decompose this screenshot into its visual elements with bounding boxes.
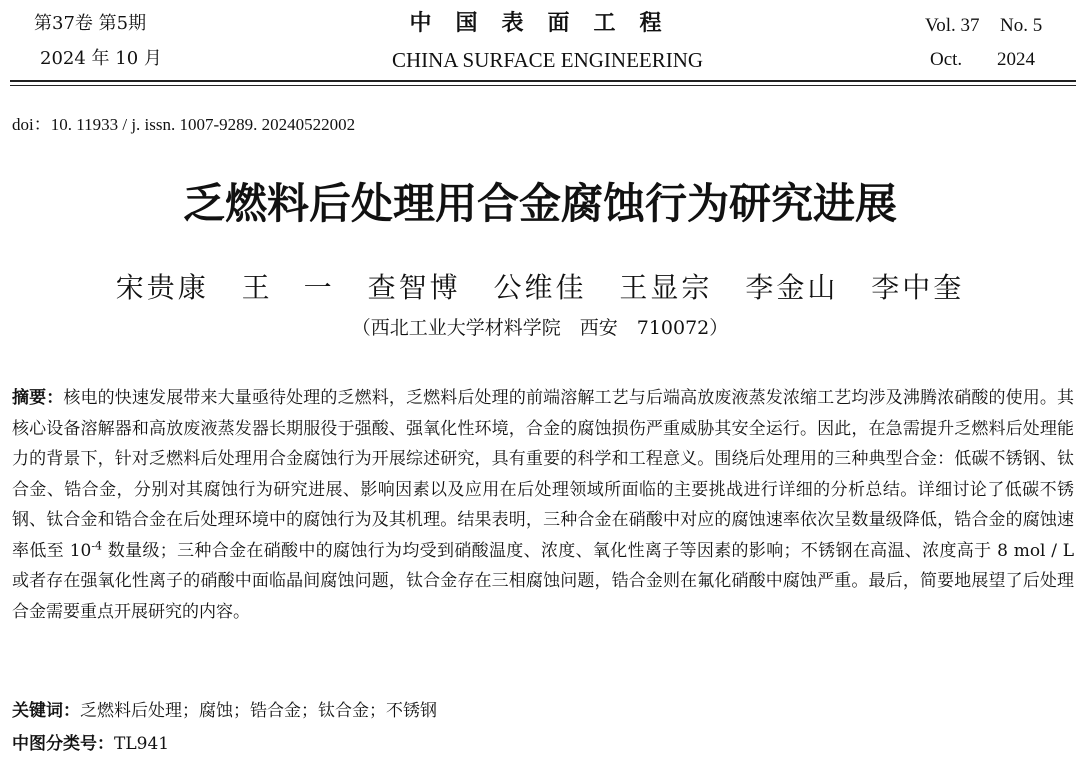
header-rule-thin xyxy=(10,85,1076,86)
issue-date-cn: 2024 年 10 月 xyxy=(40,48,162,69)
abstract-text-continued: 数量级；三种合金在硝酸中的腐蚀行为均受到硝酸温度、浓度、氧化性离子等因素的影响；不锈钢在高温、浓度高于 8 mol / L 或者存在强氧化性离子的硝酸中面临晶间腐蚀问题，钛合金存在三相腐蚀问题，锆合金则在氟化硝酸中腐蚀严重。最后，简要地展望了后处理合金需要重点开展研究的内容。 xyxy=(12,540,1074,622)
author: 李中奎 xyxy=(871,271,965,304)
author: 王 一 xyxy=(241,271,335,304)
issue-volume-cn: 第37卷 第5期 xyxy=(34,13,147,34)
author: 王显宗 xyxy=(619,271,713,304)
number-en: No. 5 xyxy=(1000,15,1043,36)
abstract xyxy=(12,383,1074,627)
author: 公维佳 xyxy=(493,271,587,304)
journal-name-en: CHINA SURFACE ENGINEERING xyxy=(391,48,704,72)
journal-name-cn: 中国表面工程 xyxy=(409,10,686,36)
classification-number xyxy=(12,731,169,757)
clc-text: TL941 xyxy=(114,734,170,754)
author: 查智博 xyxy=(367,271,461,304)
abstract-text: 核电的快速发展带来大量亟待处理的乏燃料，乏燃料后处理的前端溶解工艺与后端高放废液蒸发浓缩工艺均涉及沸腾浓硝酸的使用。其核心设备溶解器和高放废液蒸发器长期服役于强酸、强氧化性环境，合金的腐蚀损伤严重威胁其安全运行。因此，在急需提升乏燃料后处理能力的背景下，针对乏燃料后处理用合金腐蚀行为开展综述研究，具有重要的科学和工程意义。围绕后处理用的三种典型合金：低碳不锈钢、钛合金、锆合金，分别对其腐蚀行为研究进展、影响因素以及应用在后处理领域所面临的主要挑战进行详细的分析总结。详细讨论了低碳不锈钢、钛合金和锆合金在后处理环境中的腐蚀行为及其机理。结果表明，三种合金在硝酸中对应的腐蚀速率依次呈数量级降低，锆合金的腐蚀速率低至 10 xyxy=(12,388,1075,561)
year-en: 2024 xyxy=(997,49,1035,70)
abstract-label: 摘要： xyxy=(12,388,64,408)
month-en: Oct. xyxy=(930,49,963,70)
keywords-text: 乏燃料后处理；腐蚀；锆合金；钛合金；不锈钢 xyxy=(80,701,437,721)
author: 李金山 xyxy=(745,271,839,304)
clc-label: 中图分类号： xyxy=(12,734,114,754)
author: 宋贵康 xyxy=(115,271,209,304)
keywords-label: 关键词： xyxy=(12,701,80,721)
abstract-exponent: -4 xyxy=(91,538,103,552)
journal-header xyxy=(0,0,1080,84)
volume-en: Vol. 37 xyxy=(925,15,980,36)
keywords xyxy=(12,697,437,725)
header-rule-thick xyxy=(10,80,1076,82)
affiliation: （西北工业大学材料学院 西安 710072） xyxy=(351,317,729,339)
doi[interactable]: doi：10. 11933 / j. issn. 1007-9289. 20240522002 xyxy=(12,115,356,134)
paper-title: 乏燃料后处理用合金腐蚀行为研究进展 xyxy=(182,179,897,228)
author-list xyxy=(0,268,1080,308)
